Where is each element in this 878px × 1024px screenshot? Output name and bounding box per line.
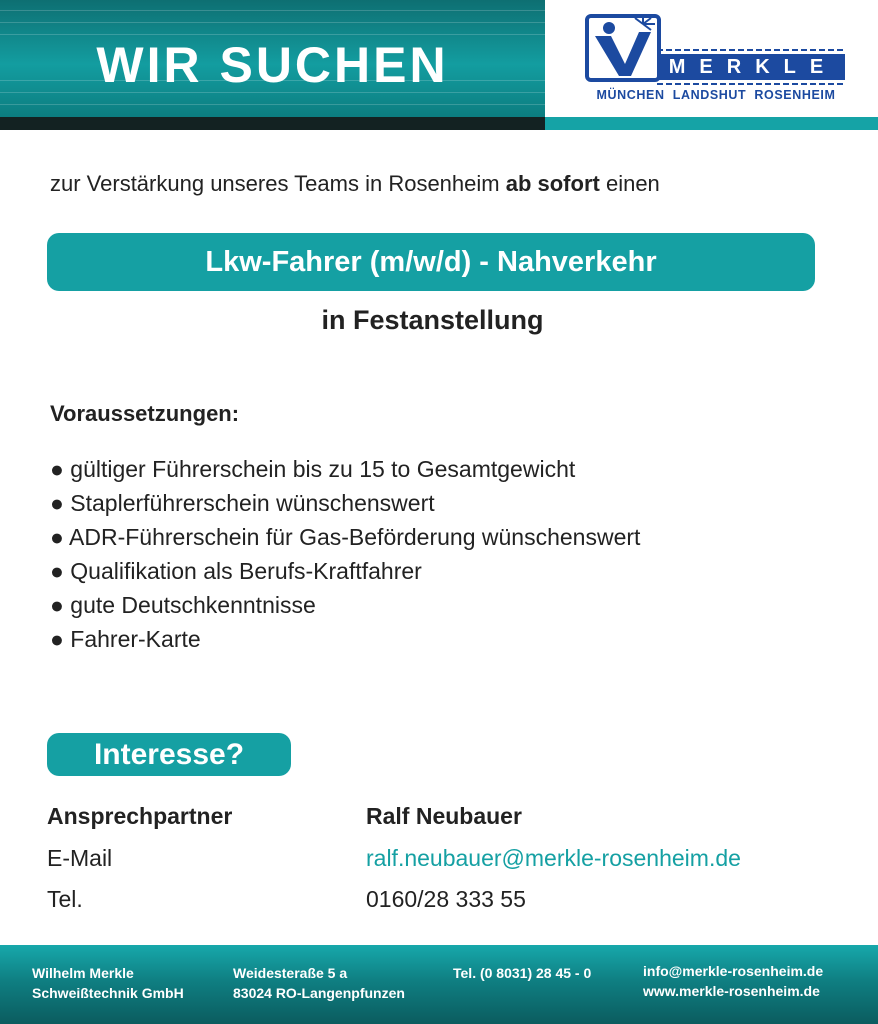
footer-company-line2: Schweißtechnik GmbH	[32, 985, 184, 1001]
merkle-logo	[585, 14, 847, 106]
footer-address-line1: Weidesteraße 5 a	[233, 965, 348, 981]
logo-cities: MÜNCHEN LANDSHUT ROSENHEIM	[596, 88, 836, 102]
contact-phone: 0160/28 333 55	[366, 886, 526, 912]
footer	[0, 945, 878, 1024]
email-label: E-Mail	[47, 845, 113, 871]
header-divider-teal	[545, 117, 878, 130]
header-divider-dark	[0, 117, 545, 130]
list-item: ● gültiger Führerschein bis zu 15 to Gesamtgewicht	[50, 456, 576, 482]
footer-links	[643, 961, 823, 1001]
page-title: WIR SUCHEN	[96, 37, 449, 93]
list-item: ● Staplerführerschein wünschenswert	[50, 490, 435, 516]
intro-text-bold: ab sofort	[505, 171, 600, 196]
job-title-banner	[47, 233, 815, 291]
contact-person-label: Ansprechpartner	[47, 803, 233, 829]
requirements-title: Voraussetzungen:	[50, 401, 240, 426]
list-item: ● Fahrer-Karte	[50, 626, 201, 652]
footer-address-line2: 83024 RO-Langenpfunzen	[233, 985, 405, 1001]
footer-email-link[interactable]: info@merkle-rosenheim.de	[643, 963, 824, 979]
intro-text-before: zur Verstärkung unseres Teams in Rosenheim	[50, 171, 506, 196]
logo-brand-text: MERKLE	[668, 56, 838, 78]
list-item: ● ADR-Führerschein für Gas-Beförderung wünschenswert	[50, 524, 641, 550]
footer-phone: Tel. (0 8031) 28 45 - 0	[453, 965, 592, 981]
list-item: ● gute Deutschkenntnisse	[50, 592, 316, 618]
interest-banner	[47, 733, 291, 776]
header-banner	[0, 0, 878, 130]
header-title-panel	[0, 0, 545, 117]
requirements-list	[50, 452, 640, 656]
job-title: Lkw-Fahrer (m/w/d) - Nahverkehr	[205, 246, 657, 278]
contact-email-link[interactable]: ralf.neubauer@merkle-rosenheim.de	[366, 845, 741, 871]
contact-person-name: Ralf Neubauer	[366, 803, 522, 829]
employment-type: in Festanstellung	[321, 305, 544, 335]
interest-label: Interesse?	[93, 738, 245, 771]
list-item: ● Qualifikation als Berufs-Kraftfahrer	[50, 558, 422, 584]
footer-company-line1: Wilhelm Merkle	[32, 965, 134, 981]
footer-website-link[interactable]: www.merkle-rosenheim.de	[643, 983, 820, 999]
intro-text-after: einen	[599, 171, 660, 196]
phone-label: Tel.	[47, 886, 83, 912]
footer-address	[233, 963, 405, 1003]
intro-text	[50, 171, 660, 197]
footer-company	[32, 963, 184, 1003]
